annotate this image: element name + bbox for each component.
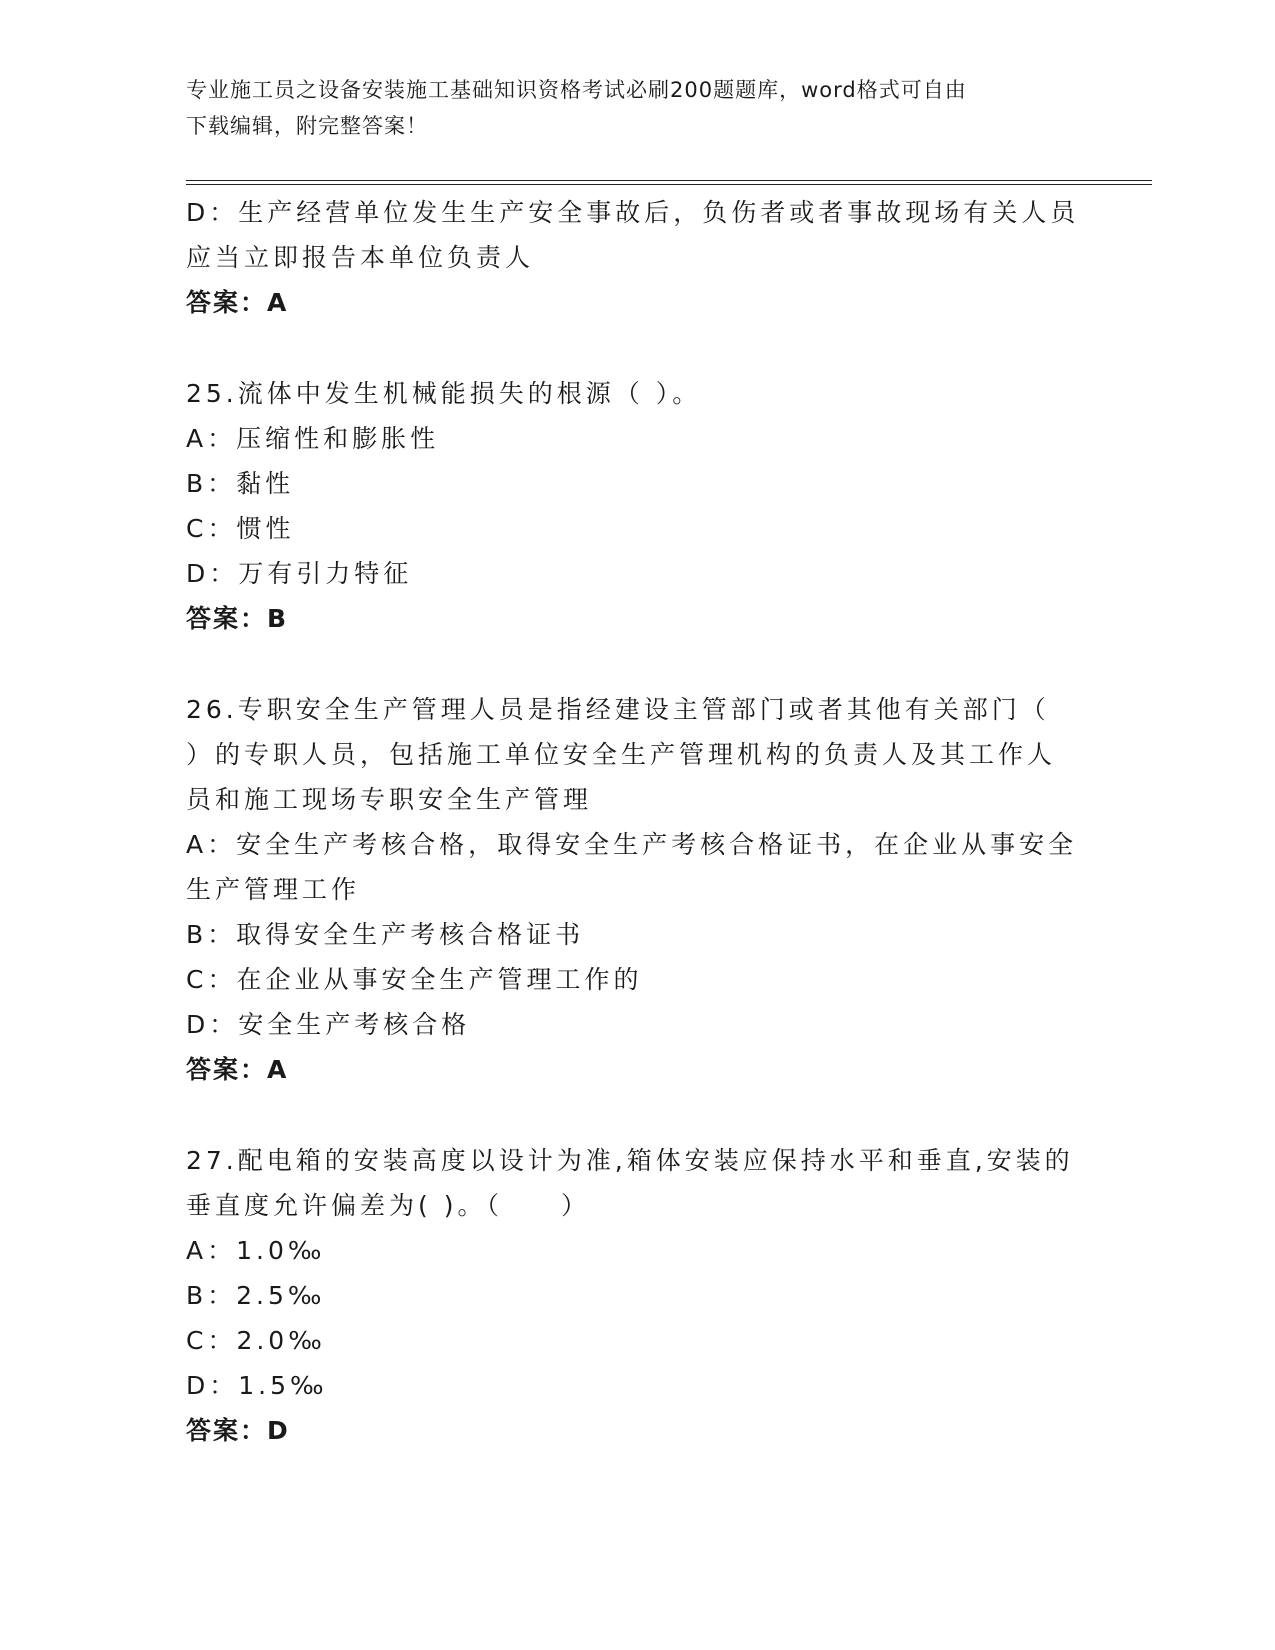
question-text: 27.配电箱的安装高度以设计为准,箱体安装应保持水平和垂直,安装的 (186, 1146, 1074, 1175)
option-c: C：惯性 (186, 514, 295, 543)
option-b: B：取得安全生产考核合格证书 (186, 920, 585, 949)
question-25 (186, 371, 1086, 641)
answer: 答案：D (186, 1416, 290, 1445)
answer: 答案：A (186, 288, 289, 317)
option-a-cont: 生产管理工作 (186, 875, 361, 904)
option-b: B：2.5‰ (186, 1281, 326, 1310)
option-b: B：黏性 (186, 469, 295, 498)
answer: 答案：A (186, 1055, 289, 1084)
question-27 (186, 1138, 1086, 1453)
question-text: 26.专职安全生产管理人员是指经建设主管部门或者其他有关部门（ (186, 695, 1050, 724)
question-24-tail (186, 190, 1086, 325)
question-text: ）的专职人员，包括施工单位安全生产管理机构的负责人及其工作人 (186, 740, 1057, 769)
header-divider (186, 180, 1152, 181)
answer: 答案：B (186, 604, 289, 633)
question-26 (186, 687, 1086, 1092)
document-header (186, 72, 1086, 144)
option-c: C：在企业从事安全生产管理工作的 (186, 965, 643, 994)
question-text: 25.流体中发生机械能损失的根源（ ）。 (186, 379, 702, 408)
option-d-cont: 应当立即报告本单位负责人 (186, 243, 535, 272)
option-a: A：安全生产考核合格，取得安全生产考核合格证书，在企业从事安全 (186, 830, 1078, 859)
option-d: D：安全生产考核合格 (186, 1010, 471, 1039)
option-c: C：2.0‰ (186, 1326, 326, 1355)
question-text: 垂直度允许偏差为( )。（ ） (186, 1191, 590, 1220)
header-divider (186, 184, 1152, 185)
option-d: D：万有引力特征 (186, 559, 413, 588)
option-d: D：1.5‰ (186, 1371, 328, 1400)
option-a: A：压缩性和膨胀性 (186, 424, 440, 453)
option-d: D：生产经营单位发生生产安全事故后，负伤者或者事故现场有关人员 (186, 198, 1080, 227)
question-list (186, 190, 1086, 1453)
question-text: 员和施工现场专职安全生产管理 (186, 785, 593, 814)
option-a: A：1.0‰ (186, 1236, 326, 1265)
header-line: 专业施工员之设备安装施工基础知识资格考试必刷200题题库，word格式可自由 (186, 78, 967, 102)
header-line: 下载编辑，附完整答案！ (186, 114, 428, 138)
